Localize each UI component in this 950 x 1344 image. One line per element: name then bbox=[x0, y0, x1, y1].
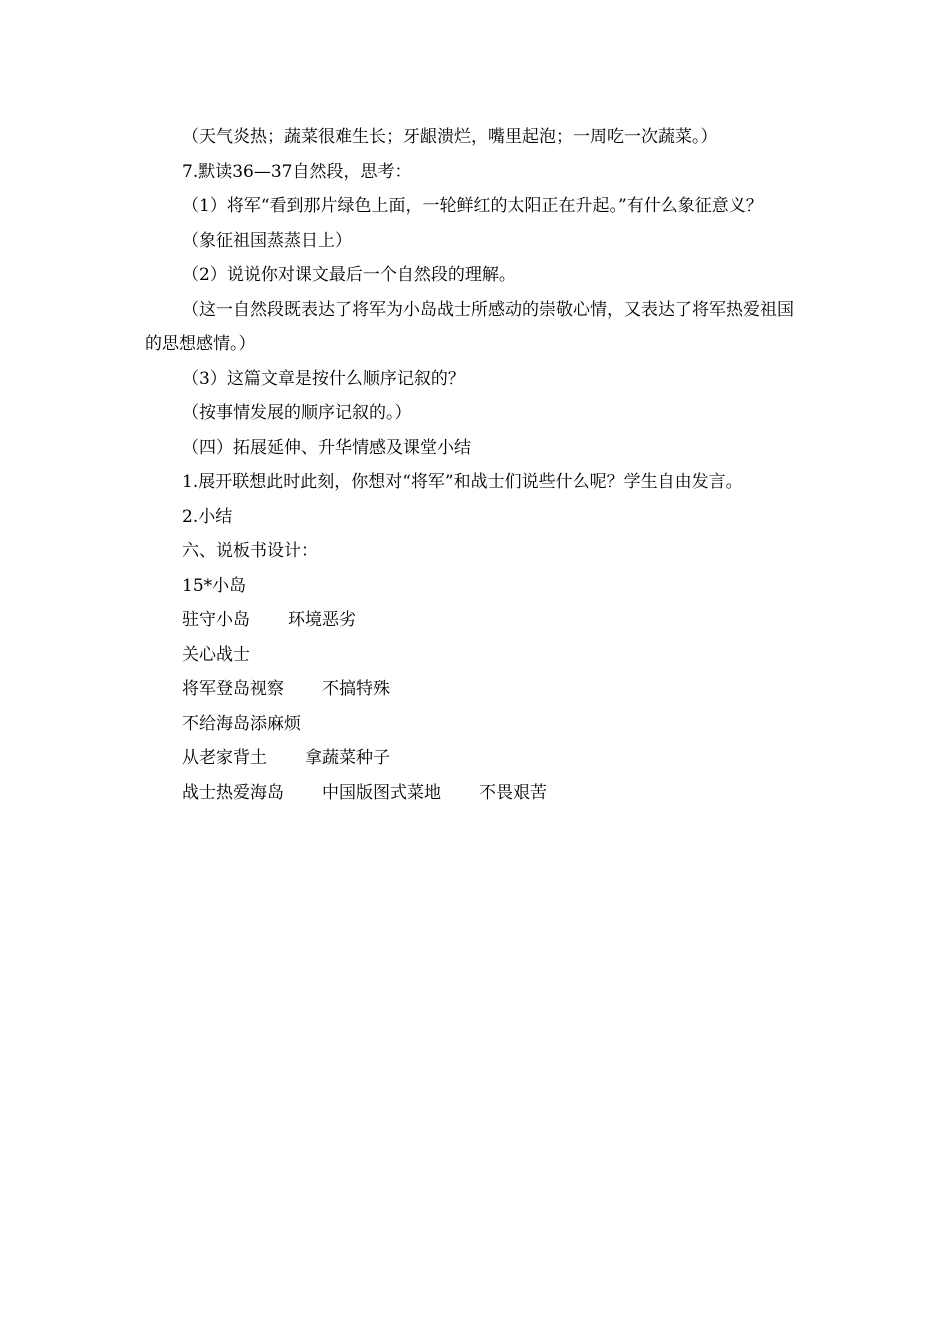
board-cell: 不畏艰苦 bbox=[479, 782, 547, 803]
board-cell: 环境恶劣 bbox=[288, 610, 356, 630]
item-2: 2.小结 bbox=[182, 506, 233, 527]
board-title: 15*小岛 bbox=[182, 575, 247, 596]
board-cell: 不搞特殊 bbox=[322, 679, 390, 699]
section-heading-6: 六、说板书设计： bbox=[182, 541, 318, 561]
board-design bbox=[145, 569, 810, 811]
question-1: （1）将军“看到那片绿色上面，一轮鲜红的太阳正在升起。”有什么象征意义？ bbox=[182, 196, 763, 216]
answer-paragraph: （天气炎热；蔬菜很难生长；牙龈溃烂，嘴里起泡；一周吃一次蔬菜。） bbox=[182, 127, 718, 147]
board-row bbox=[145, 741, 810, 776]
board-cell: 中国版图式菜地 bbox=[322, 782, 441, 803]
board-row bbox=[145, 603, 810, 638]
answer-3: （按事情发展的顺序记叙的。） bbox=[182, 403, 412, 423]
item-1: 1.展开联想此时此刻，你想对“将军”和战士们说些什么呢？学生自由发言。 bbox=[182, 472, 743, 492]
board-cell: 从老家背土 bbox=[182, 748, 267, 768]
board-cell: 不给海岛添麻烦 bbox=[182, 713, 301, 734]
board-cell: 关心战士 bbox=[182, 644, 250, 665]
board-row bbox=[145, 707, 810, 742]
board-cell: 将军登岛视察 bbox=[182, 679, 284, 699]
question-3: （3）这篇文章是按什么顺序记叙的？ bbox=[182, 368, 465, 389]
document-body bbox=[145, 120, 810, 810]
section-heading-4: （四）拓展延伸、升华情感及课堂小结 bbox=[182, 437, 471, 458]
board-row bbox=[145, 638, 810, 673]
question-heading: 7.默读36—37自然段，思考： bbox=[182, 161, 412, 182]
answer-1: （象征祖国蒸蒸日上） bbox=[182, 230, 352, 251]
answer-2: （这一自然段既表达了将军为小岛战士所感动的崇敬心情，又表达了将军热爱祖国的思想感情。） bbox=[145, 299, 794, 354]
board-cell: 拿蔬菜种子 bbox=[305, 748, 390, 768]
board-row bbox=[145, 776, 810, 811]
question-2: （2）说说你对课文最后一个自然段的理解。 bbox=[182, 265, 516, 285]
board-cell: 驻守小岛 bbox=[182, 610, 250, 630]
board-row bbox=[145, 672, 810, 707]
board-cell: 战士热爱海岛 bbox=[182, 782, 284, 803]
